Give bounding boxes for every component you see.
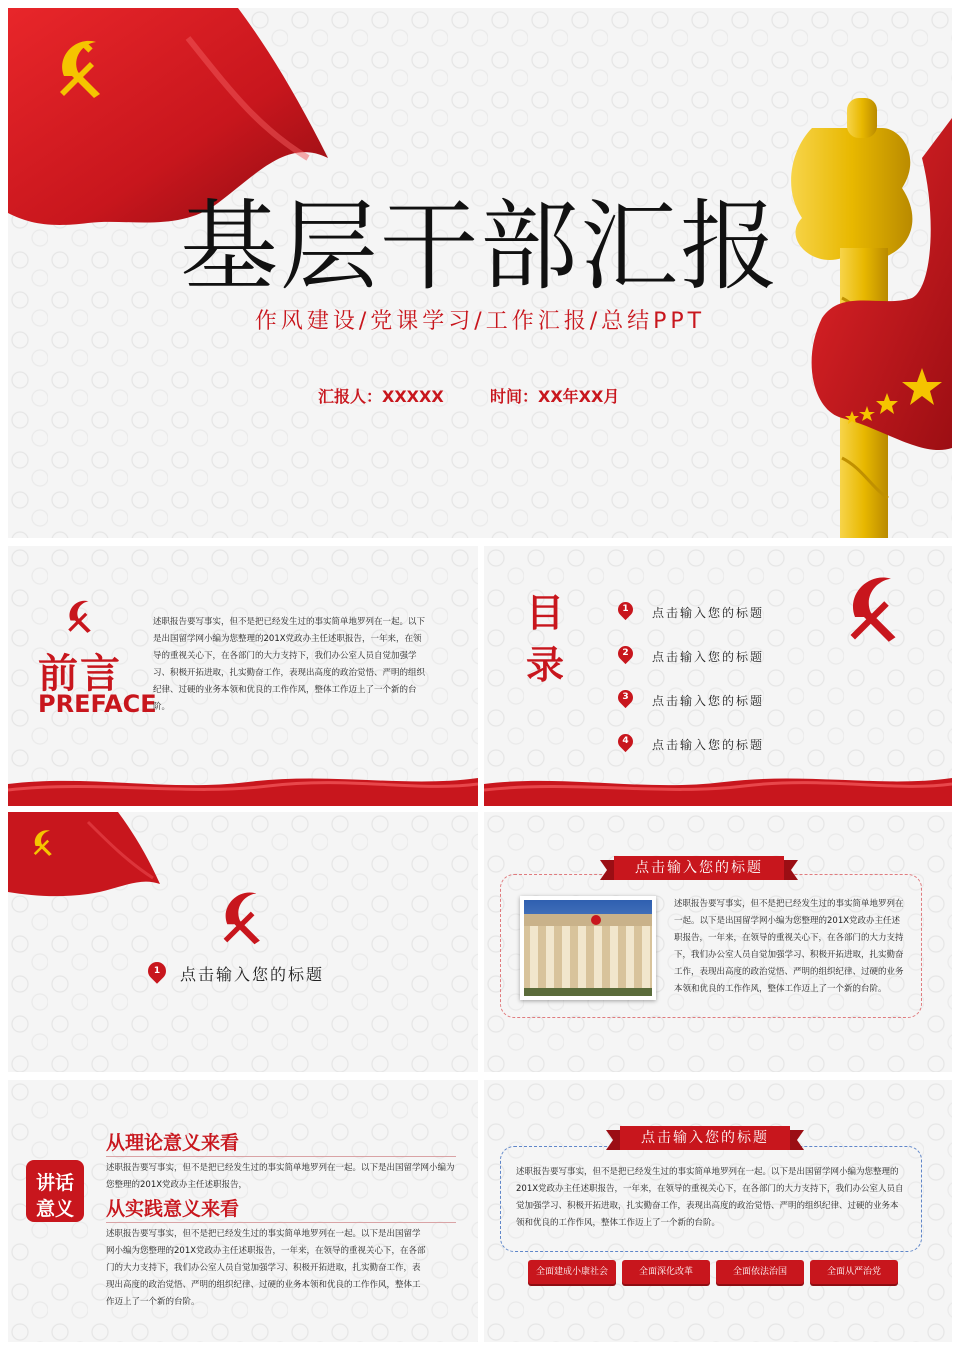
summary-text: 述职报告要写事实，但不是把已经发生过的事实简单地罗列在一起。以下是出国留学网小编为您整理的201X党政办主任述职报告，一年来，在领导的重视关心下，在各部门的大力支持下，我们办公室人员自觉加强学习、积极开拓进取，扎实勤奋工作，表现出高度的政治觉悟、严明的组织纪律、过硬的业务本领和优良的工作作风，整体工作迈上了一个新的台阶。 bbox=[516, 1167, 904, 1228]
divider bbox=[106, 1156, 456, 1157]
toc-num-4: 4 bbox=[615, 731, 636, 752]
toc-num-1: 1 bbox=[615, 599, 636, 620]
toc-item-2[interactable]: 点击输入您的标题 bbox=[652, 650, 765, 664]
toc-title-2: 录 bbox=[526, 643, 565, 687]
preface-title: 前言 bbox=[38, 651, 122, 697]
preface-slide bbox=[8, 546, 478, 806]
summary-slide bbox=[484, 1080, 952, 1342]
title-slide bbox=[8, 8, 952, 538]
red-wave-decoration bbox=[8, 770, 478, 806]
section-num: 1 bbox=[144, 958, 169, 983]
main-subtitle: 作风建设/党课学习/工作汇报/总结PPT bbox=[254, 309, 706, 334]
building-photo bbox=[520, 896, 656, 1000]
goal-button-4[interactable]: 全面从严治党 bbox=[810, 1260, 898, 1284]
theory-text: 述职报告要写事实，但不是把已经发生过的事实简单地罗列在一起。以下是出国留学网小编为您整理的201X党政办主任述职报告， bbox=[106, 1163, 455, 1190]
section-slide bbox=[8, 812, 478, 1072]
speech-badge-line-1: 讲话 bbox=[35, 1172, 74, 1194]
goal-button-3[interactable]: 全面依法治国 bbox=[716, 1260, 804, 1284]
goal-button-1[interactable]: 全面建成小康社会 bbox=[528, 1260, 616, 1284]
divider bbox=[106, 1222, 456, 1223]
hammer-sickle-icon bbox=[220, 888, 278, 946]
toc-slide bbox=[484, 546, 952, 806]
toc-num-2: 2 bbox=[615, 643, 636, 664]
photo-slide-text: 述职报告要写事实，但不是把已经发生过的事实简单地罗列在一起。以下是出国留学网小编为您整理的201X党政办主任述职报告，一年来，在领导的重视关心下，在各部门的大力支持下，我们办公室人员自觉加强学习、积极开拓进取，扎实勤奋工作，表现出高度的政治觉悟、严明的组织纪律、过硬的业务本领和优良的工作作风，整体工作迈上了一个新的台阶。 bbox=[674, 899, 904, 994]
red-wave-decoration bbox=[484, 770, 952, 806]
section-title[interactable]: 点击输入您的标题 bbox=[180, 965, 325, 984]
practice-text: 述职报告要写事实，但不是把已经发生过的事实简单地罗列在一起。以下是出国留学网小编为您整理的201X党政办主任述职报告，一年来，在领导的重视关心下，在各部门的大力支持下，我们办公室人员自觉加强学习、积极开拓进取，扎实勤奋工作，表现出高度的政治觉悟、严明的组织纪律、过硬的业务本领和优良的工作作风，整体工作迈上了一个新的台阶。 bbox=[106, 1229, 426, 1307]
goal-button-2[interactable]: 全面深化改革 bbox=[622, 1260, 710, 1284]
toc-item-1[interactable]: 点击输入您的标题 bbox=[652, 606, 765, 620]
summary-ribbon[interactable]: 点击输入您的标题 bbox=[620, 1126, 790, 1150]
toc-item-4[interactable]: 点击输入您的标题 bbox=[652, 738, 765, 752]
photo-slide bbox=[484, 812, 952, 1072]
preface-title-en: PREFACE bbox=[38, 690, 157, 718]
speech-badge-line-2: 意义 bbox=[35, 1198, 74, 1220]
speech-slide bbox=[8, 1080, 478, 1342]
time-label: 时间：XX年XX月 bbox=[490, 387, 620, 406]
toc-num-3: 3 bbox=[615, 687, 636, 708]
party-flag bbox=[8, 812, 163, 898]
toc-item-3[interactable]: 点击输入您的标题 bbox=[652, 694, 765, 708]
hammer-sickle-icon bbox=[66, 598, 102, 634]
main-title: 基层干部汇报 bbox=[179, 190, 780, 304]
photo-slide-ribbon[interactable]: 点击输入您的标题 bbox=[614, 856, 784, 880]
toc-title-1: 目 bbox=[526, 591, 565, 635]
preface-text: 述职报告要写事实，但不是把已经发生过的事实简单地罗列在一起。以下是出国留学网小编为您整理的201X党政办主任述职报告，一年来，在领导的重视关心下，在各部门的大力支持下，我们办公室人员自觉加强学习、积极开拓进取，扎实勤奋工作，表现出高度的政治觉悟、严明的组织纪律、过硬的业务本领和优良的工作作风，整体工作迈上了一个新的台阶。 bbox=[153, 617, 426, 712]
theory-heading: 从理论意义来看 bbox=[106, 1132, 240, 1154]
practice-heading: 从实践意义来看 bbox=[106, 1198, 240, 1220]
hammer-sickle-icon bbox=[846, 572, 918, 644]
reporter-label: 汇报人：XXXXX bbox=[318, 387, 444, 406]
